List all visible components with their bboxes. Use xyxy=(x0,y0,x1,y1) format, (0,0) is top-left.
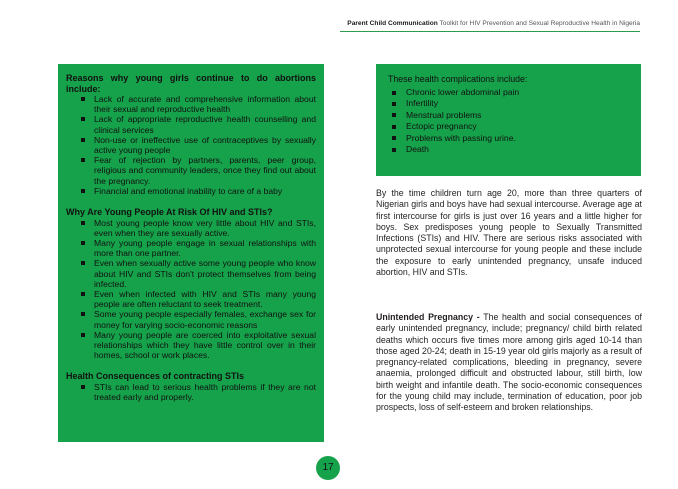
square-bullet-icon xyxy=(81,385,85,389)
header-subtitle: Toolkit for HIV Prevention and Sexual Reproductive Health in Nigeria xyxy=(437,20,640,27)
square-bullet-icon xyxy=(81,158,85,162)
complications-list xyxy=(388,87,629,155)
sti-consequences-list xyxy=(66,382,316,402)
list-item: Ectopic pregnancy xyxy=(388,121,629,132)
abortion-reasons-list xyxy=(66,94,316,196)
intro-paragraph: By the time children turn age 20, more than three quarters of Nigerian girls and boys have had sexual intercourse. Average age at first intercourse for girls is just over 16 years and a little higher for boys. Sex predisposes young people to Sexually Transmitted Infections (STIs) and HIV. There are serious risks associated with unprotected sexual intercourse for young people and these include the exposure to early unintended pregnancy, unsafe induced abortion, HIV and STIs. xyxy=(376,188,642,278)
paragraph-body: The health and social consequences of early unintended pregnancy, include; pregnancy/ child birth related deaths which occurs five times more among girls aged 10-14 than those aged 20-24; death in 15-19 year old girls majorly as a result of pregnancy-related complications, bleeding in pregnancy, severe anaemia, prolonged difficult and obstructed labour, still birth, low birth weight and infantile death. The socio-economic consequences for the young child may include, termination of education, poor job prospects, loss of self-esteem and broken relationships. xyxy=(376,312,642,413)
section-title-abortion-reasons: Reasons why young girls continue to do abortions include: xyxy=(66,73,316,94)
square-bullet-icon xyxy=(392,91,396,95)
square-bullet-icon xyxy=(392,102,396,106)
square-bullet-icon xyxy=(81,117,85,121)
health-complications-box xyxy=(376,64,641,176)
header-rule xyxy=(340,31,640,32)
square-bullet-icon xyxy=(81,221,85,225)
list-item: Chronic lower abdominal pain xyxy=(388,87,629,98)
list-item: Menstrual problems xyxy=(388,110,629,121)
square-bullet-icon xyxy=(81,292,85,296)
header-title: Parent Child Communication xyxy=(347,20,438,27)
paragraph-lead: Unintended Pregnancy - xyxy=(376,312,480,322)
list-item: Most young people know very little about HIV and STIs, even when they are sexually active. xyxy=(66,218,316,238)
list-item: Lack of appropriate reproductive health counselling and clinical services xyxy=(66,114,316,134)
list-item: Problems with passing urine. xyxy=(388,133,629,144)
abortion-hiv-info-box xyxy=(58,64,324,442)
complications-title: These health complications include: xyxy=(388,74,528,84)
square-bullet-icon xyxy=(392,113,396,117)
square-bullet-icon xyxy=(81,312,85,316)
running-header xyxy=(347,20,640,27)
section-title-sti-consequences: Health Consequences of contracting STIs xyxy=(66,371,245,382)
list-item: Fear of rejection by partners, parents, peer group, religious and community leaders, once they find out about the pregnancy. xyxy=(66,155,316,186)
square-bullet-icon xyxy=(392,136,396,140)
page-number: 17 xyxy=(316,456,340,480)
list-item: Non-use or ineffective use of contraceptives by sexually active young people xyxy=(66,135,316,155)
square-bullet-icon xyxy=(392,148,396,152)
list-item: Even when sexually active some young people who know about HIV and STIs don't protect themselves from being infected. xyxy=(66,258,316,289)
square-bullet-icon xyxy=(81,97,85,101)
square-bullet-icon xyxy=(81,138,85,142)
list-item: Lack of accurate and comprehensive information about their sexual and reproductive health xyxy=(66,94,316,114)
list-item: Many young people are coerced into exploitative sexual relationships which they have little control over in their homes, school or work places. xyxy=(66,330,316,361)
unintended-pregnancy-paragraph xyxy=(376,312,642,414)
square-bullet-icon xyxy=(81,261,85,265)
section-title-hiv-risk: Why Are Young People At Risk Of HIV and STIs? xyxy=(66,207,273,218)
list-item: Financial and emotional inability to care of a baby xyxy=(66,186,316,196)
square-bullet-icon xyxy=(392,125,396,129)
list-item: Death xyxy=(388,144,629,155)
square-bullet-icon xyxy=(81,241,85,245)
list-item: Even when infected with HIV and STIs many young people are often reluctant to seek treatment. xyxy=(66,289,316,309)
square-bullet-icon xyxy=(81,189,85,193)
square-bullet-icon xyxy=(81,333,85,337)
list-item: STIs can lead to serious health problems if they are not treated early and properly. xyxy=(66,382,316,402)
hiv-risk-list xyxy=(66,218,316,361)
list-item: Infertility xyxy=(388,98,629,109)
list-item: Many young people engage in sexual relationships with more than one partner. xyxy=(66,238,316,258)
list-item: Some young people especially females, exchange sex for money for varying socio-economic reasons xyxy=(66,309,316,329)
